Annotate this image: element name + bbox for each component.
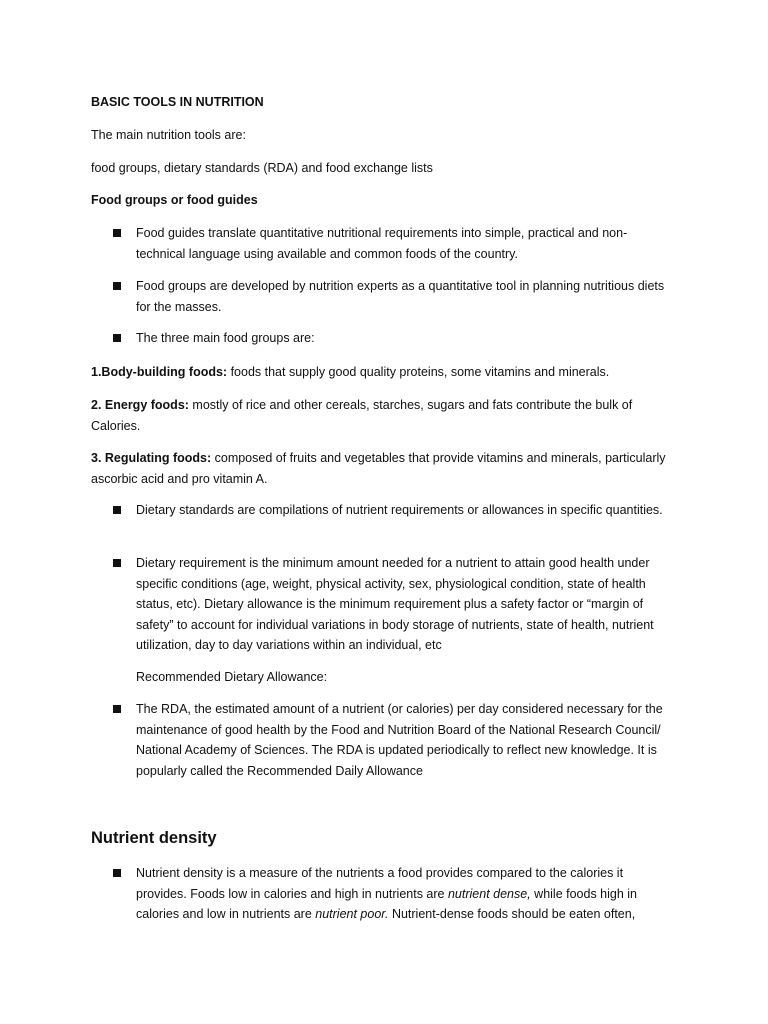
bullet-square-icon <box>113 559 121 567</box>
bullet-text-food-guides: Food guides translate quantitative nutritional requirements into simple, practical and non-technical language using available and common foods of the country. <box>136 226 628 261</box>
food-group-2-label: 2. Energy foods: <box>91 398 189 412</box>
bullet-text-dietary-standards: Dietary standards are compilations of nutrient requirements or allowances in specific quantities. <box>136 503 663 517</box>
bullet-text-nutrient-density <box>136 863 676 925</box>
bullet-text-three-groups: The three main food groups are: <box>136 331 315 345</box>
food-group-1-text: foods that supply good quality proteins, some vitamins and minerals. <box>227 365 610 379</box>
food-group-1 <box>91 362 681 383</box>
document-title: BASIC TOOLS IN NUTRITION <box>91 95 264 109</box>
rda-heading: Recommended Dietary Allowance: <box>136 670 328 684</box>
bullet-square-icon <box>113 229 121 237</box>
food-group-3 <box>91 448 681 489</box>
nutrient-density-text-b: while foods high in calories and low in nutrients are <box>136 886 638 921</box>
nutrient-dense-term: nutrient dense, <box>447 886 531 901</box>
bullet-square-icon <box>113 869 121 877</box>
bullet-square-icon <box>113 506 121 514</box>
section-heading-nutrient-density: Nutrient density <box>91 829 217 847</box>
food-group-2 <box>91 395 681 436</box>
intro-text: The main nutrition tools are: <box>91 128 246 142</box>
food-group-1-label: 1.Body-building foods: <box>91 365 228 379</box>
nutrient-density-text-a: Nutrient density is a measure of the nutrients a food provides compared to the calories it provides. Foods low in calories and high in nutrients are <box>136 866 624 901</box>
tools-list-text: food groups, dietary standards (RDA) and food exchange lists <box>91 161 433 175</box>
food-group-2-text: mostly of rice and other cereals, starches, sugars and fats contribute the bulk of Calories. <box>91 398 633 433</box>
bullet-square-icon <box>113 282 121 290</box>
food-group-3-text: composed of fruits and vegetables that provide vitamins and minerals, particularly ascorbic acid and pro vitamin A. <box>91 451 666 486</box>
bullet-text-dietary-requirement: Dietary requirement is the minimum amount needed for a nutrient to attain good health under specific conditions (age, weight, physical activity, sex, physiological condition, state of health status, etc). Dietary allowance is the minimum requirement plus a safety factor or “margin of safety” to account for individual variations in body storage of nutrients, state of health, nutrient utilization, day to day variations within an individual, etc <box>136 556 654 652</box>
food-group-3-label: 3. Regulating foods: <box>91 451 212 465</box>
bullet-text-food-groups: Food groups are developed by nutrition experts as a quantitative tool in planning nutritious diets for the masses. <box>136 279 665 314</box>
nutrient-poor-term: nutrient poor. <box>315 907 389 921</box>
section-heading-food-groups: Food groups or food guides <box>91 193 258 207</box>
nutrient-density-text-c: Nutrient-dense foods should be eaten often, <box>388 907 636 921</box>
bullet-text-rda: The RDA, the estimated amount of a nutrient (or calories) per day considered necessary for the maintenance of good health by the Food and Nutrition Board of the National Research Council/ National Academy of Sciences. The RDA is updated periodically to reflect new knowledge. It is popularly called the Recommended Daily Allowance <box>136 702 663 778</box>
bullet-square-icon <box>113 334 121 342</box>
bullet-square-icon <box>113 705 121 713</box>
